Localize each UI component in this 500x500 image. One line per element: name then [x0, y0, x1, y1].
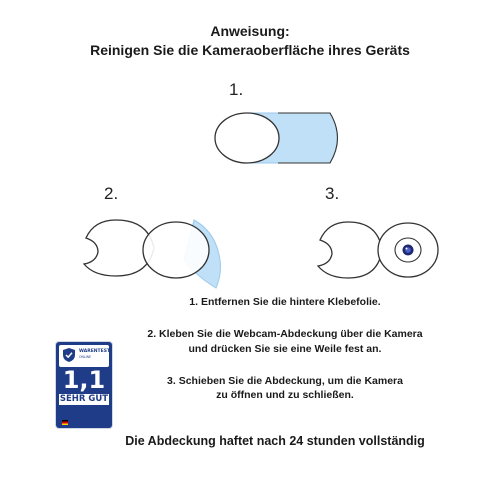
- step2-illustration: [76, 212, 226, 292]
- cover-slider: [318, 222, 382, 278]
- germany-flag-icon: [62, 420, 68, 425]
- instruction-subheading: Reinigen Sie die Kameraoberfläche ihres Geräts: [90, 42, 410, 58]
- instruction-step-1: 1. Entfernen Sie die hintere Klebefolie.: [189, 296, 381, 308]
- badge-brand: WARENTEST: [79, 349, 111, 354]
- step1-illustration: [205, 107, 355, 169]
- badge-grade: 1,1: [62, 366, 106, 394]
- step-number-1: 1.: [229, 80, 244, 99]
- instruction-step-2-line1: 2. Kleben Sie die Webcam-Abdeckung über die Kamera: [147, 328, 423, 340]
- badge-brand-sub: ONLINE: [79, 355, 92, 359]
- shield-check-icon: [62, 347, 76, 363]
- badge-rating: SEHR GUT: [59, 394, 109, 404]
- step-number-3: 3.: [325, 184, 340, 203]
- adhesion-note: Die Abdeckung haftet nach 24 stunden vollständig: [125, 434, 425, 448]
- instruction-heading: Anweisung:: [210, 23, 290, 39]
- cover-piece-right: [143, 222, 209, 278]
- rating-badge: [56, 342, 112, 428]
- step-number-2: 2.: [104, 184, 119, 203]
- instruction-step-2-line2: und drücken Sie sie eine Weile fest an.: [188, 343, 382, 355]
- step3-illustration: [312, 212, 452, 292]
- instruction-step-3-line2: zu öffnen und zu schließen.: [216, 389, 354, 401]
- cover-shape: [215, 113, 279, 163]
- badge-header: [59, 345, 109, 367]
- instruction-step-3-line1: 3. Schieben Sie die Abdeckung, um die Kamera: [167, 375, 403, 387]
